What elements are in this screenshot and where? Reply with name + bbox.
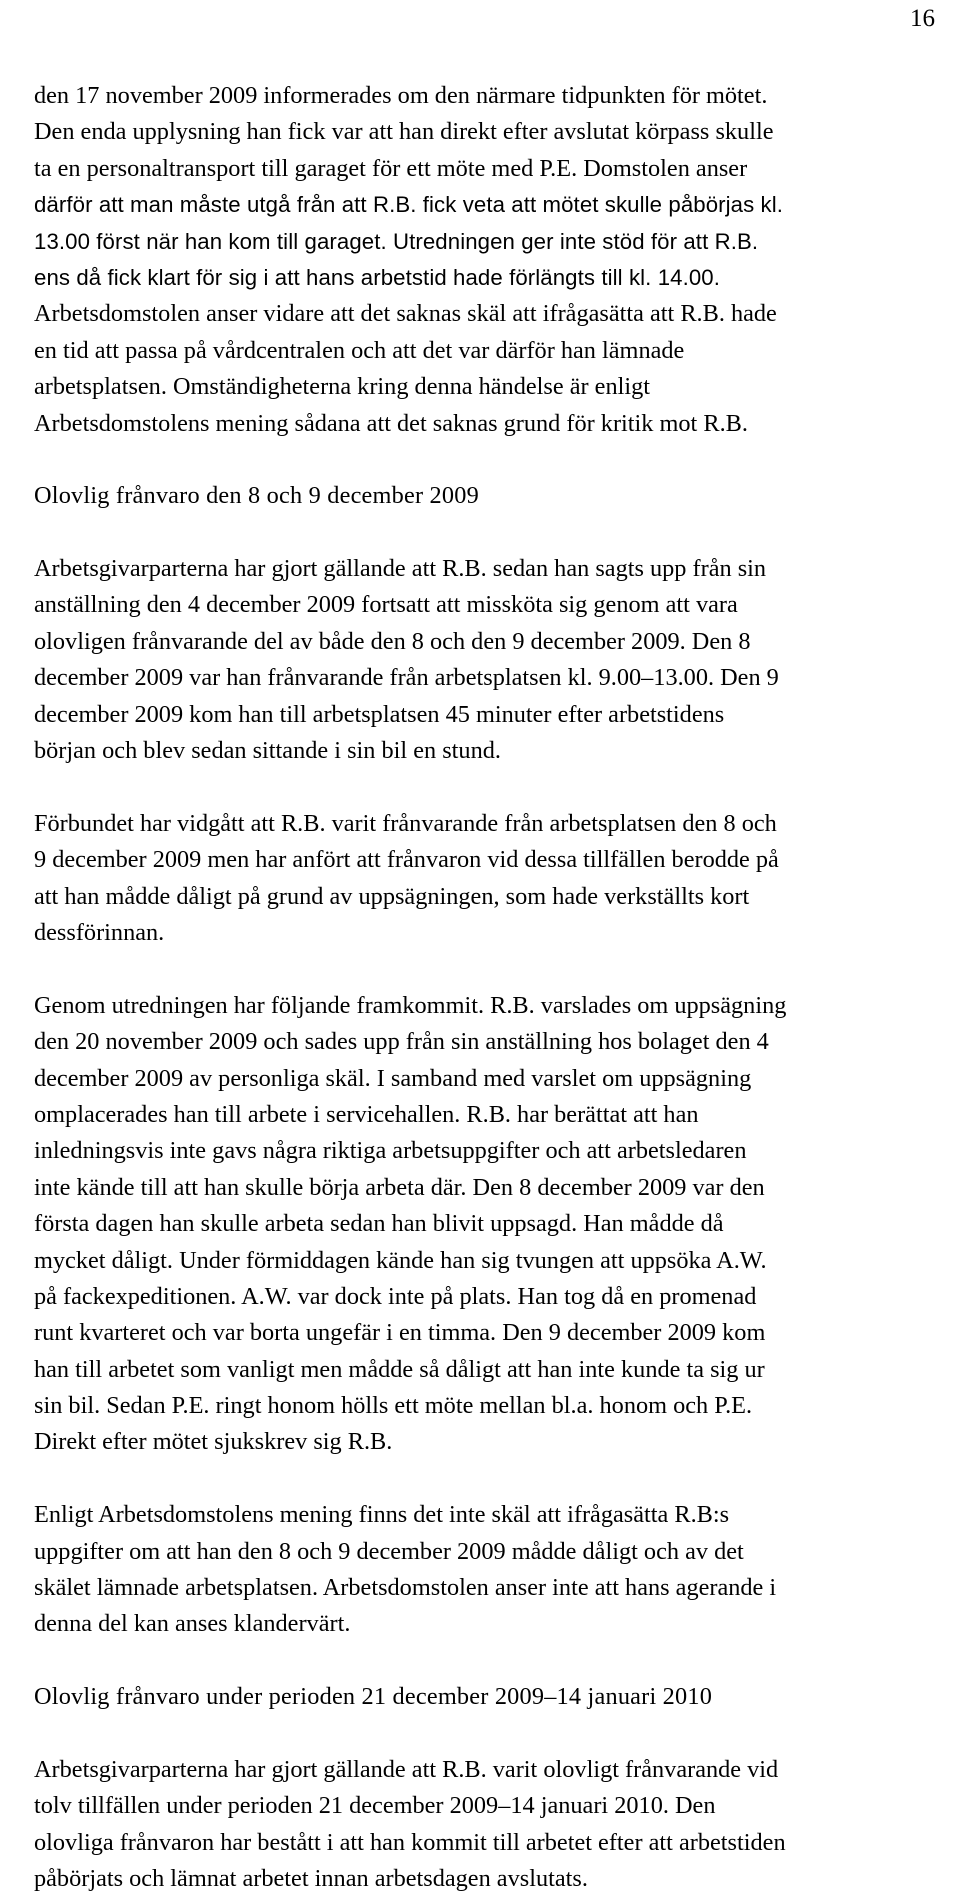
text-line: denna del kan anses klandervärt. bbox=[34, 1610, 351, 1638]
text-line: första dagen han skulle arbeta sedan han blivit uppsagd. Han mådde då bbox=[34, 1210, 724, 1238]
text-line: på fackexpeditionen. A.W. var dock inte på plats. Han tog då en promenad bbox=[34, 1282, 757, 1310]
text-line: 13.00 först när han kom till garaget. Utredningen ger inte stöd för att R.B. bbox=[34, 228, 759, 254]
text-line: skälet lämnade arbetsplatsen. Arbetsdomstolen anser inte att hans agerande i bbox=[34, 1574, 777, 1602]
paragraph-gap bbox=[34, 1643, 954, 1679]
text-line: runt kvarteret och var borta ungefär i en timma. Den 9 december 2009 kom bbox=[34, 1319, 766, 1347]
text-line: Arbetsdomstolen anser vidare att det saknas skäl att ifrågasätta att R.B. hade bbox=[34, 300, 777, 328]
text-line: att han mådde dåligt på grund av uppsägningen, som hade verkställts kort bbox=[34, 882, 750, 910]
paragraph-gap bbox=[34, 442, 954, 478]
text-line: Arbetsgivarparterna har gjort gällande att R.B. sedan han sagts upp från sin bbox=[34, 555, 767, 583]
text-line: anställning den 4 december 2009 fortsatt att missköta sig genom att vara bbox=[34, 591, 738, 619]
text-line: den 17 november 2009 informerades om den närmare tidpunkten för mötet. bbox=[34, 82, 768, 109]
text-line: 9 december 2009 men har anfört att frånvaron vid dessa tillfällen berodde på bbox=[34, 846, 779, 874]
paragraph-court-opinion bbox=[34, 1497, 954, 1643]
text-line: Genom utredningen har följande framkommit. R.B. varslades om uppsägning bbox=[34, 991, 787, 1019]
text-line: Den enda upplysning han fick var att han direkt efter avslutat körpass skulle bbox=[34, 118, 774, 146]
text-line: uppgifter om att han den 8 och 9 december 2009 mådde dåligt och av det bbox=[34, 1537, 744, 1565]
text-line: början och blev sedan sittande i sin bil en stund. bbox=[34, 737, 501, 765]
text-line: december 2009 kom han till arbetsplatsen 45 minuter efter arbetstidens bbox=[34, 700, 725, 728]
paragraph-gap bbox=[34, 769, 954, 805]
paragraph-union-response bbox=[34, 806, 954, 952]
text-line: påbörjats och lämnat arbetet innan arbetsdagen avslutats. bbox=[34, 1865, 588, 1893]
text-line: han till arbetet som vanligt men mådde så dåligt att han inte kunde ta sig ur bbox=[34, 1355, 765, 1383]
text-line: Förbundet har vidgått att R.B. varit frånvarande från arbetsplatsen den 8 och bbox=[34, 809, 777, 837]
text-line: inte kände till att han skulle börja arbeta där. Den 8 december 2009 var den bbox=[34, 1173, 765, 1201]
text-line: december 2009 av personliga skäl. I samband med varslet om uppsägning bbox=[34, 1064, 752, 1092]
text-line: dessförinnan. bbox=[34, 918, 165, 946]
paragraph-investigation bbox=[34, 988, 954, 1461]
paragraph-allegation bbox=[34, 551, 954, 769]
paragraph-gap bbox=[34, 1716, 954, 1752]
text-line: Arbetsgivarparterna har gjort gällande att R.B. varit olovligt frånvarande vid bbox=[34, 1755, 779, 1783]
intro-paragraph bbox=[34, 78, 954, 442]
text-line: Enligt Arbetsdomstolens mening finns det inte skäl att ifrågasätta R.B:s bbox=[34, 1501, 730, 1529]
paragraph-gap bbox=[34, 951, 954, 987]
text-line: tolv tillfällen under perioden 21 december 2009–14 januari 2010. Den bbox=[34, 1792, 716, 1820]
text-line: Direkt efter mötet sjukskrev sig R.B. bbox=[34, 1428, 393, 1456]
paragraph-period-allegation bbox=[34, 1752, 954, 1898]
heading-text: Olovlig frånvaro under perioden 21 december 2009–14 januari 2010 bbox=[34, 1683, 713, 1711]
section-heading-period bbox=[34, 1679, 954, 1715]
text-line: ta en personaltransport till garaget för ett möte med P.E. Domstolen anser bbox=[34, 154, 748, 182]
text-line: ens då fick klart för sig i att hans arbetstid hade förlängts till kl. 14.00. bbox=[34, 264, 720, 290]
text-line: sin bil. Sedan P.E. ringt honom hölls ett möte mellan bl.a. honom och P.E. bbox=[34, 1392, 753, 1420]
text-line: olovliga frånvaron har bestått i att han kommit till arbetet efter att arbetstiden bbox=[34, 1828, 786, 1856]
paragraph-gap bbox=[34, 515, 954, 551]
text-line: inledningsvis inte gavs några riktiga arbetsuppgifter och att arbetsledaren bbox=[34, 1137, 747, 1165]
text-line: arbetsplatsen. Omständigheterna kring denna händelse är enligt bbox=[34, 373, 650, 401]
text-line: olovligen frånvarande del av både den 8 och den 9 december 2009. Den 8 bbox=[34, 627, 751, 655]
text-line: mycket dåligt. Under förmiddagen kände han sig tvungen att uppsöka A.W. bbox=[34, 1246, 767, 1274]
text-line: en tid att passa på vårdcentralen och att det var därför han lämnade bbox=[34, 336, 685, 364]
text-line: december 2009 var han frånvarande från arbetsplatsen kl. 9.00–13.00. Den 9 bbox=[34, 664, 779, 692]
document-body bbox=[34, 78, 954, 1898]
paragraph-gap bbox=[34, 1461, 954, 1497]
heading-text: Olovlig frånvaro den 8 och 9 december 2009 bbox=[34, 482, 479, 510]
section-heading-december bbox=[34, 478, 954, 514]
text-line: den 20 november 2009 och sades upp från sin anställning hos bolaget den 4 bbox=[34, 1028, 769, 1056]
text-line: omplacerades han till arbete i servicehallen. R.B. har berättat att han bbox=[34, 1100, 699, 1128]
text-line: Arbetsdomstolens mening sådana att det saknas grund för kritik mot R.B. bbox=[34, 409, 748, 437]
page-number: 16 bbox=[910, 5, 935, 32]
text-line: därför att man måste utgå från att R.B. fick veta att mötet skulle påbörjas kl. bbox=[34, 192, 784, 218]
